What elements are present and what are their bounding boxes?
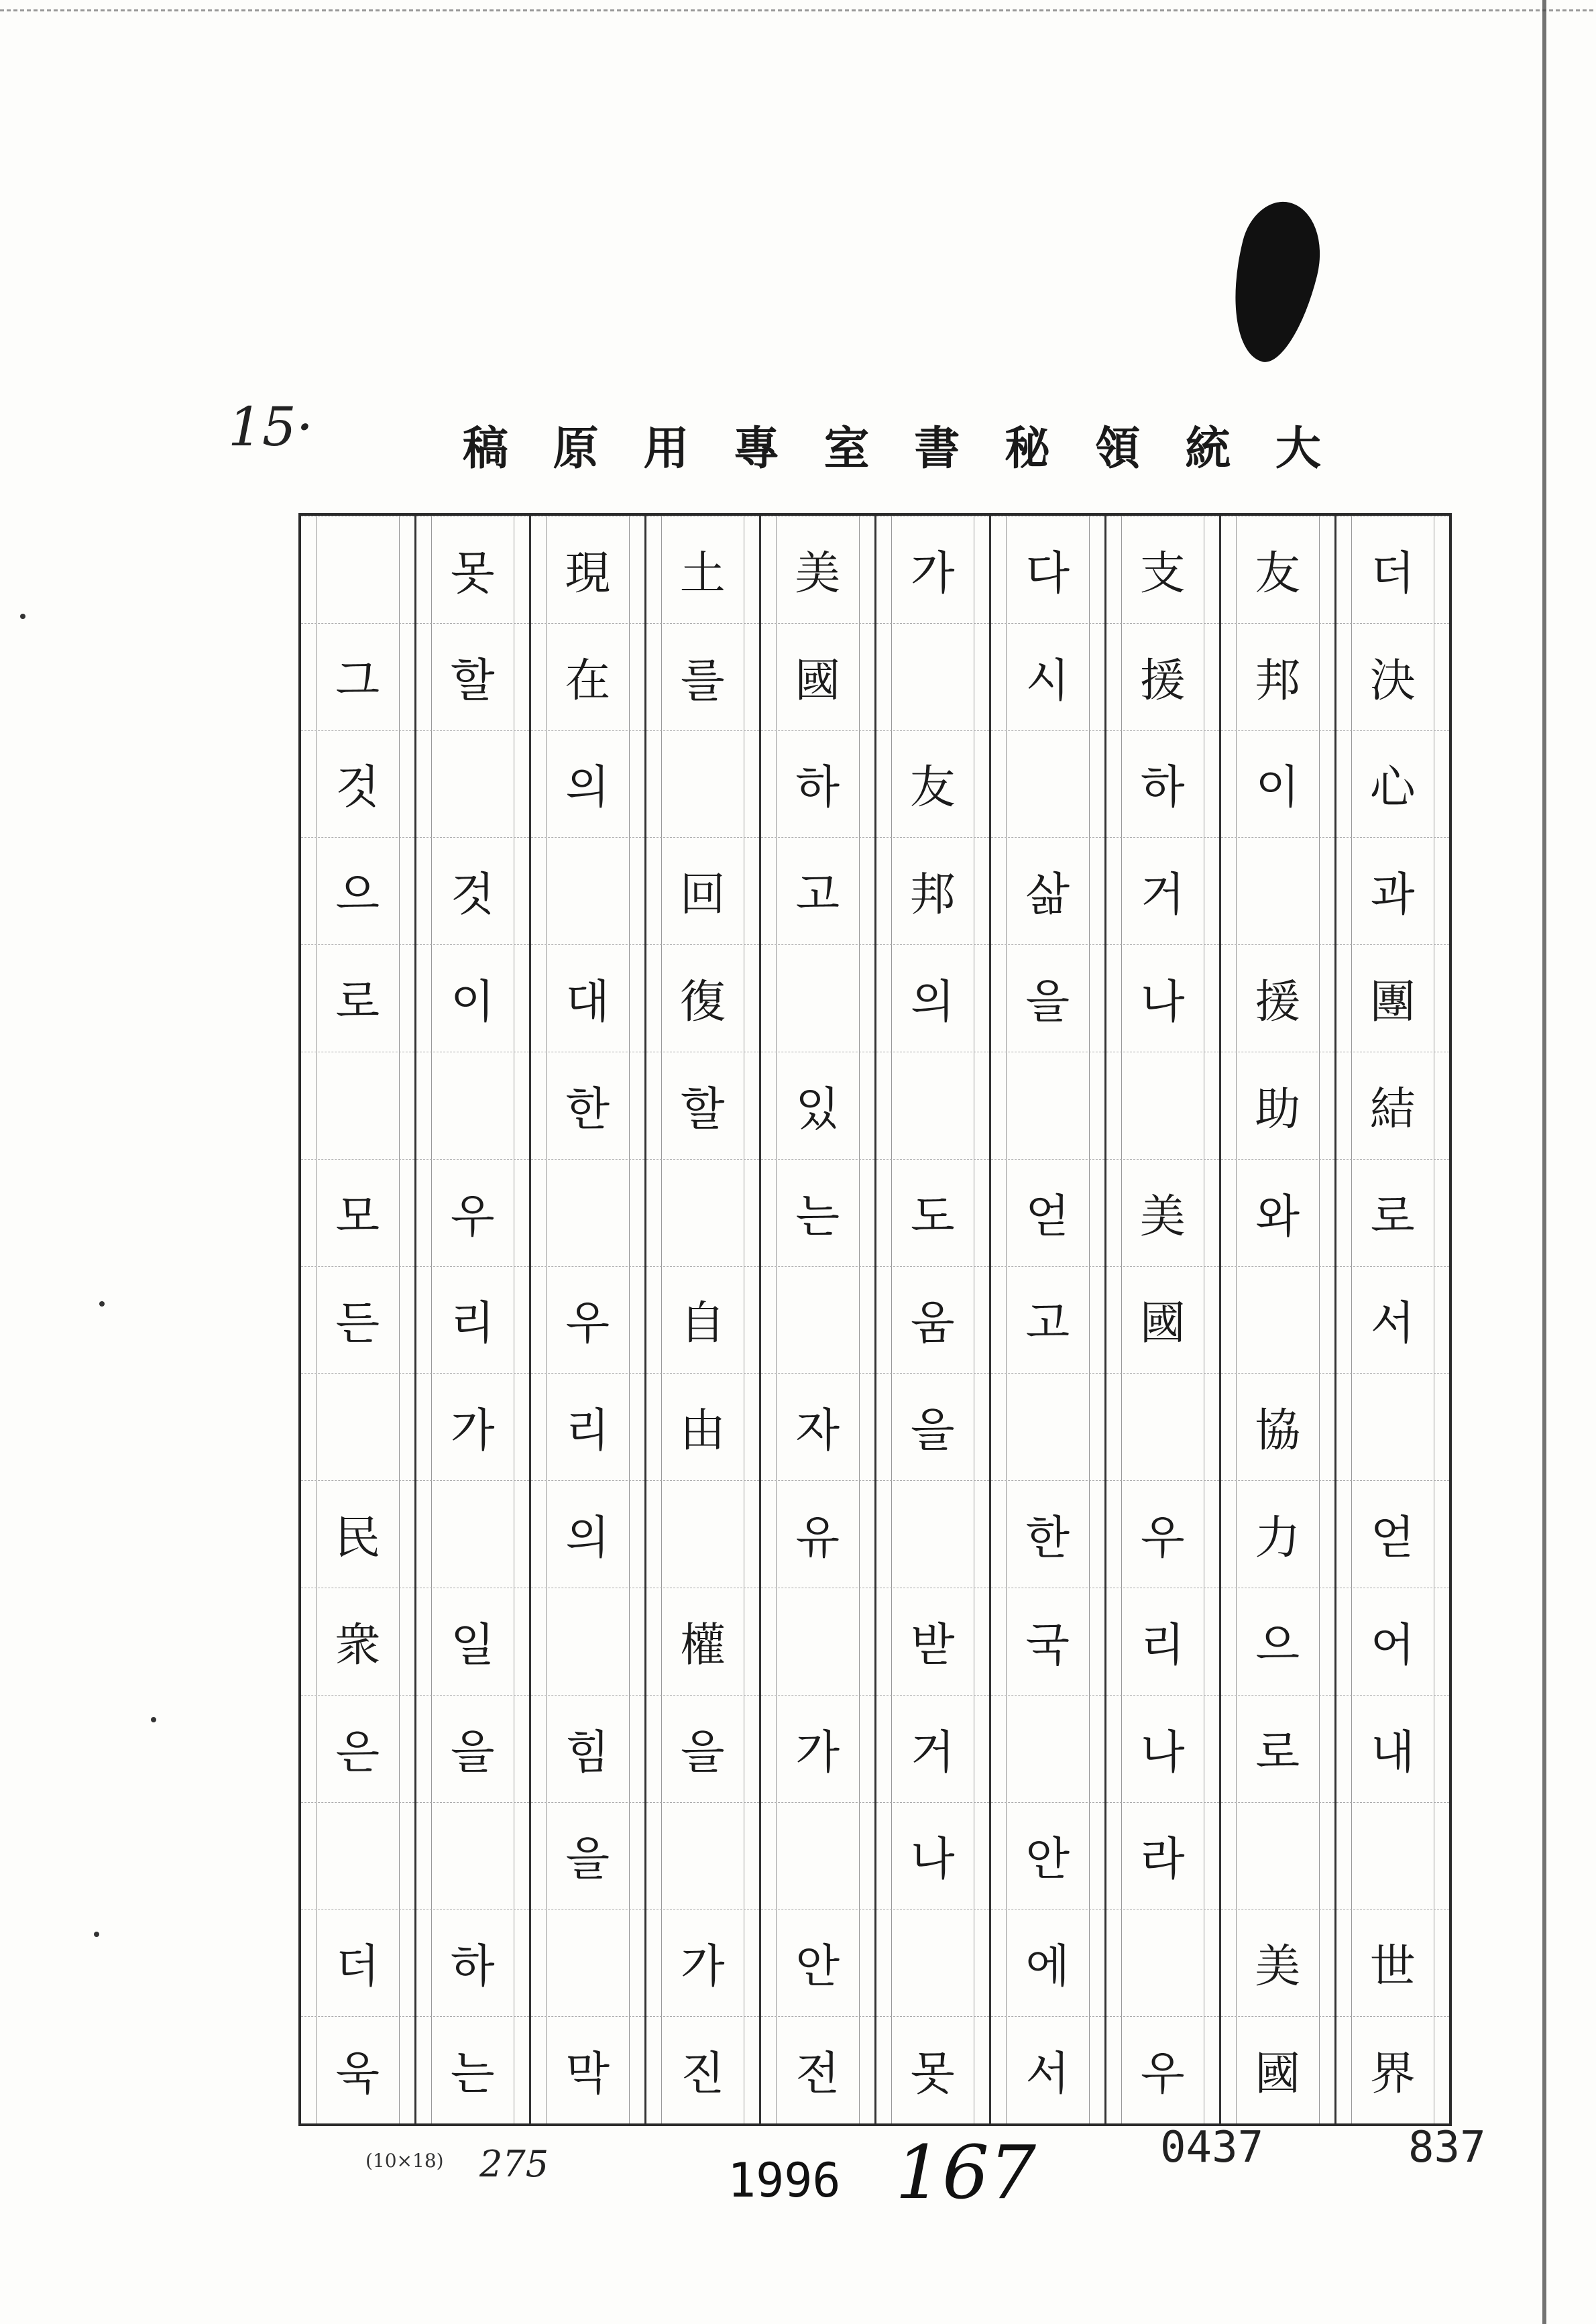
manuscript-cell: 國 [1106,1266,1220,1374]
margin-dot [151,1717,156,1722]
manuscript-column [644,516,760,2123]
manuscript-cell [1106,1909,1220,2016]
manuscript-cell: 에 [991,1909,1104,2016]
manuscript-cell: 衆 [301,1588,414,1695]
manuscript-cell: 더 [301,1909,414,2016]
manuscript-cell: 는 [761,1159,874,1266]
manuscript-cell: 서 [1336,1266,1450,1374]
manuscript-cell: 대 [531,944,644,1052]
manuscript-cell: 라 [1106,1802,1220,1910]
manuscript-cell: 으 [301,837,414,944]
manuscript-cell: 와 [1221,1159,1334,1266]
manuscript-cell: 의 [531,1480,644,1588]
margin-dot [99,1301,105,1307]
manuscript-cell: 을 [646,1695,760,1802]
manuscript-column [989,516,1104,2123]
manuscript-cell: 것 [416,837,530,944]
manuscript-cell [646,730,760,838]
manuscript-cell [991,1373,1104,1480]
manuscript-cell: 안 [761,1909,874,2016]
manuscript-cell: 美 [761,516,874,623]
manuscript-cell: 援 [1221,944,1334,1052]
manuscript-cell: 友 [1221,516,1334,623]
manuscript-cell: 界 [1336,2016,1450,2123]
manuscript-paper-title [463,412,1321,478]
handwritten-mark: 275 [479,2143,549,2185]
manuscript-cell: 있 [761,1052,874,1159]
manuscript-cell [876,623,990,730]
manuscript-column [414,516,530,2123]
manuscript-cell: 由 [646,1373,760,1480]
document-number: 0437 [1160,2123,1264,2172]
manuscript-cell: 삶 [991,837,1104,944]
manuscript-cell: 現 [531,516,644,623]
manuscript-cell: 決 [1336,623,1450,730]
manuscript-cell [531,1909,644,2016]
manuscript-cell: 다 [991,516,1104,623]
manuscript-cell: 서 [991,2016,1104,2123]
manuscript-cell: 世 [1336,1909,1450,2016]
manuscript-cell: 을 [876,1373,990,1480]
manuscript-cell: 나 [1106,944,1220,1052]
manuscript-column [301,516,414,2123]
manuscript-column [529,516,644,2123]
title-char: 稿 [463,422,509,476]
manuscript-cell: 모 [301,1159,414,1266]
manuscript-cell: 美 [1106,1159,1220,1266]
manuscript-cell [761,944,874,1052]
manuscript-cell: 국 [991,1588,1104,1695]
manuscript-cell: 일 [416,1588,530,1695]
manuscript-cell: 心 [1336,730,1450,838]
manuscript-cell: 할 [416,623,530,730]
manuscript-cell [991,1052,1104,1159]
manuscript-cell: 우 [1106,1480,1220,1588]
manuscript-cell [531,837,644,944]
manuscript-cell [646,1802,760,1910]
manuscript-cell: 과 [1336,837,1450,944]
manuscript-cell [876,1052,990,1159]
manuscript-cell: 邦 [876,837,990,944]
folio-mark: 15· [228,396,314,458]
manuscript-cell [991,1695,1104,1802]
manuscript-cell [416,1802,530,1910]
manuscript-cell: 로 [301,944,414,1052]
manuscript-cell [1221,837,1334,944]
manuscript-cell: 로 [1336,1159,1450,1266]
manuscript-cell [301,1052,414,1159]
manuscript-cell: 結 [1336,1052,1450,1159]
manuscript-cell: 美 [1221,1909,1334,2016]
manuscript-cell: 支 [1106,516,1220,623]
margin-dot [94,1932,99,1937]
scan-top-border [0,9,1596,11]
manuscript-cell: 가 [876,516,990,623]
margin-dot [20,614,25,619]
manuscript-cell [301,516,414,623]
manuscript-cell: 시 [991,623,1104,730]
title-char: 用 [643,422,689,476]
manuscript-cell [1336,1802,1450,1910]
page-number: 167 [895,2129,1036,2215]
manuscript-cell [876,1480,990,1588]
manuscript-column [759,516,874,2123]
manuscript-cell: 이 [1221,730,1334,838]
manuscript-cell: 리 [1106,1588,1220,1695]
title-char: 大 [1275,422,1321,476]
manuscript-cell: 얻 [991,1159,1104,1266]
manuscript-cell: 유 [761,1480,874,1588]
manuscript-cell: 리 [416,1266,530,1374]
manuscript-cell: 自 [646,1266,760,1374]
manuscript-cell: 우 [416,1159,530,1266]
manuscript-cell: 가 [416,1373,530,1480]
manuscript-cell [646,1480,760,1588]
title-char: 領 [1094,422,1141,476]
manuscript-cell: 力 [1221,1480,1334,1588]
manuscript-cell: 막 [531,2016,644,2123]
title-char: 統 [1185,422,1231,476]
title-char: 專 [733,422,779,476]
manuscript-cell: 團 [1336,944,1450,1052]
title-char: 室 [823,422,870,476]
manuscript-cell: 더 [1336,516,1450,623]
manuscript-cell [761,1266,874,1374]
manuscript-cell: 國 [761,623,874,730]
manuscript-cell: 을 [416,1695,530,1802]
manuscript-cell: 助 [1221,1052,1334,1159]
manuscript-cell [1106,1052,1220,1159]
manuscript-cell [416,730,530,838]
manuscript-cell: 어 [1336,1588,1450,1695]
manuscript-grid [298,513,1452,2126]
manuscript-cell: 고 [761,837,874,944]
manuscript-cell [991,730,1104,838]
manuscript-cell: 이 [416,944,530,1052]
manuscript-cell: 못 [416,516,530,623]
manuscript-cell [301,1802,414,1910]
year-stamp: 1996 [728,2153,841,2208]
manuscript-cell: 의 [876,944,990,1052]
manuscript-cell: 의 [531,730,644,838]
manuscript-cell [301,1373,414,1480]
manuscript-cell [531,1159,644,1266]
manuscript-cell: 復 [646,944,760,1052]
manuscript-column [1219,516,1334,2123]
title-char: 原 [553,422,599,476]
manuscript-cell: 받 [876,1588,990,1695]
manuscript-column [874,516,990,2123]
manuscript-cell: 土 [646,516,760,623]
manuscript-cell: 가 [646,1909,760,2016]
manuscript-cell: 내 [1336,1695,1450,1802]
manuscript-cell: 거 [876,1695,990,1802]
manuscript-cell: 하 [761,730,874,838]
manuscript-cell: 도 [876,1159,990,1266]
manuscript-cell: 진 [646,2016,760,2123]
manuscript-cell [416,1052,530,1159]
title-char: 秘 [1004,422,1050,476]
manuscript-cell: 자 [761,1373,874,1480]
scan-right-edge [1542,0,1546,2324]
manuscript-cell [1221,1802,1334,1910]
manuscript-cell [416,1480,530,1588]
manuscript-cell: 을 [991,944,1104,1052]
manuscript-cell: 한 [531,1052,644,1159]
manuscript-cell: 한 [991,1480,1104,1588]
manuscript-cell: 回 [646,837,760,944]
manuscript-cell: 욱 [301,2016,414,2123]
manuscript-cell: 를 [646,623,760,730]
manuscript-cell: 民 [301,1480,414,1588]
manuscript-cell: 協 [1221,1373,1334,1480]
manuscript-cell: 그 [301,623,414,730]
manuscript-cell: 리 [531,1373,644,1480]
manuscript-cell [531,1588,644,1695]
form-code: (10×18) [365,2150,444,2172]
manuscript-cell: 것 [301,730,414,838]
manuscript-cell: 할 [646,1052,760,1159]
manuscript-column [1334,516,1450,2123]
manuscript-cell: 을 [531,1802,644,1910]
manuscript-cell: 하 [416,1909,530,2016]
manuscript-cell: 얻 [1336,1480,1450,1588]
manuscript-cell [761,1588,874,1695]
manuscript-cell: 으 [1221,1588,1334,1695]
manuscript-cell: 國 [1221,2016,1334,2123]
sheet-number: 837 [1408,2123,1486,2172]
manuscript-cell: 하 [1106,730,1220,838]
manuscript-cell: 우 [1106,2016,1220,2123]
manuscript-cell: 고 [991,1266,1104,1374]
manuscript-cell: 든 [301,1266,414,1374]
ink-blot-mark [1216,194,1332,370]
manuscript-cell [876,1909,990,2016]
manuscript-cell: 權 [646,1588,760,1695]
manuscript-cell: 援 [1106,623,1220,730]
manuscript-cell: 안 [991,1802,1104,1910]
manuscript-cell: 은 [301,1695,414,1802]
manuscript-cell: 는 [416,2016,530,2123]
manuscript-cell: 나 [1106,1695,1220,1802]
manuscript-cell: 힘 [531,1695,644,1802]
manuscript-cell: 움 [876,1266,990,1374]
manuscript-cell [646,1159,760,1266]
manuscript-cell: 우 [531,1266,644,1374]
manuscript-cell [1106,1373,1220,1480]
manuscript-cell [1221,1266,1334,1374]
manuscript-cell: 友 [876,730,990,838]
manuscript-cell: 在 [531,623,644,730]
manuscript-cell [761,1802,874,1910]
title-char: 書 [914,422,960,476]
manuscript-cell: 로 [1221,1695,1334,1802]
manuscript-cell [1336,1373,1450,1480]
manuscript-cell: 나 [876,1802,990,1910]
manuscript-cell: 못 [876,2016,990,2123]
manuscript-cell: 邦 [1221,623,1334,730]
manuscript-cell: 가 [761,1695,874,1802]
manuscript-cell: 거 [1106,837,1220,944]
manuscript-column [1104,516,1220,2123]
manuscript-cell: 전 [761,2016,874,2123]
